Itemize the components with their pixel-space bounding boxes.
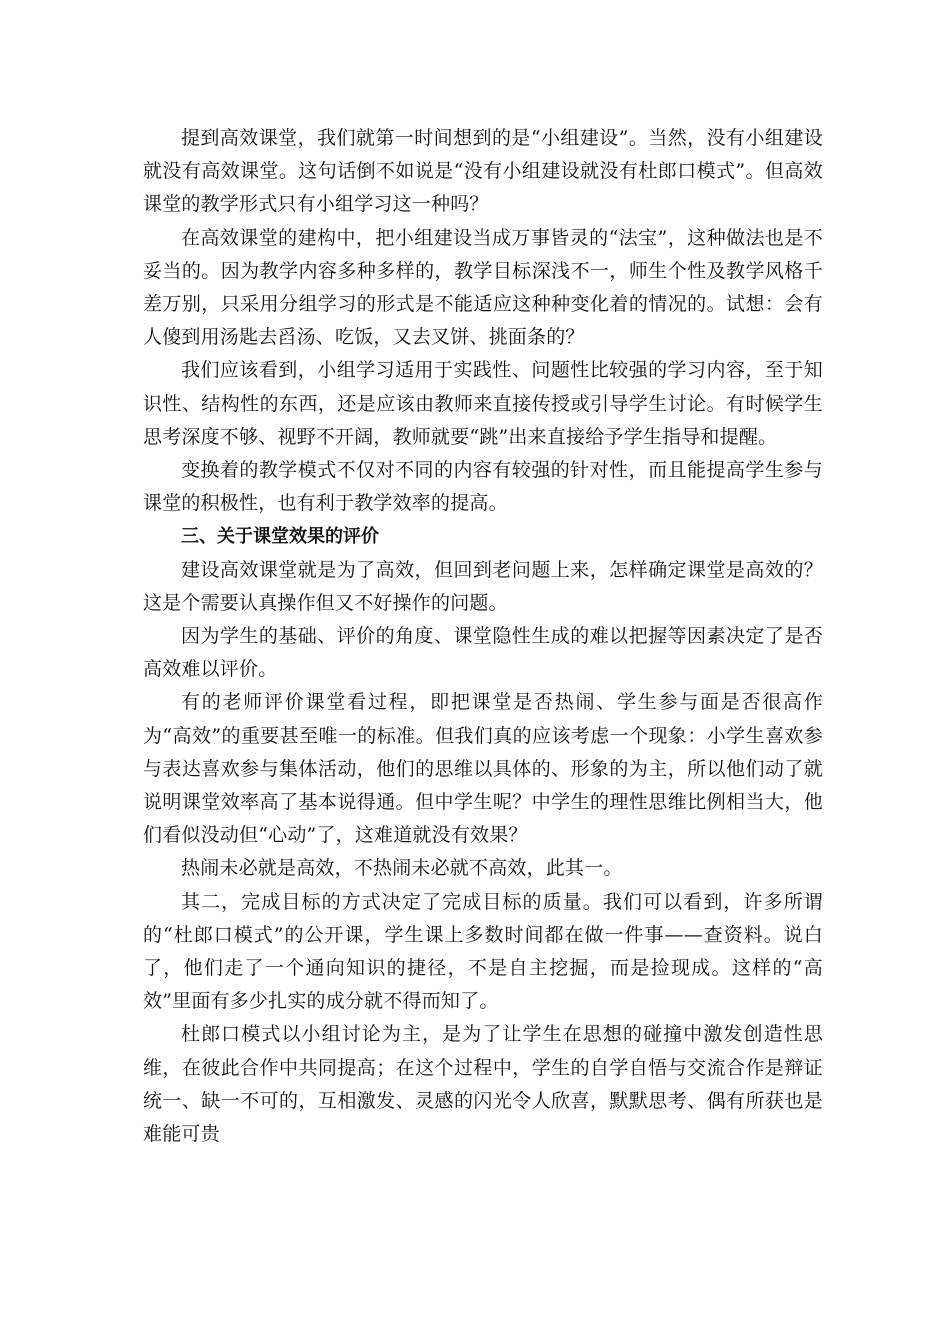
paragraph: 其二，完成目标的方式决定了完成目标的质量。我们可以看到，许多所谓的“杜郎口模式”的公开课，学生课上多数时间都在做一件事——查资料。说白了，他们走了一个通向知识的捷径，不是自主挖掘，而是捡现成。这样的“高效”里面有多少扎实的成分就不得而知了。: [143, 890, 823, 1013]
paragraph: 变换着的教学模式不仅对不同的内容有较强的针对性，而且能提高学生参与课堂的积极性，也有利于教学效率的提高。: [143, 459, 823, 515]
paragraph: 建设高效课堂就是为了高效，但回到老问题上来，怎样确定课堂是高效的？这是个需要认真操作但又不好操作的问题。: [143, 558, 823, 614]
paragraph: 我们应该看到，小组学习适用于实践性、问题性比较强的学习内容，至于知识性、结构性的东西，还是应该由教师来直接传授或引导学生讨论。有时候学生思考深度不够、视野不开阔，教师就要“跳”出来直接给予学生指导和提醒。: [143, 359, 823, 448]
paragraph: 因为学生的基础、评价的角度、课堂隐性生成的难以把握等因素决定了是否高效难以评价。: [143, 625, 823, 681]
paragraph: 提到高效课堂，我们就第一时间想到的是“小组建设”。当然，没有小组建设就没有高效课堂。这句话倒不如说是“没有小组建设就没有杜郎口模式”。但高效课堂的教学形式只有小组学习这一种吗？: [143, 127, 823, 216]
section-heading: 三、关于课堂效果的评价: [181, 526, 379, 548]
document-page: [143, 122, 823, 1151]
paragraph: 热闹未必就是高效，不热闹未必就不高效，此其一。: [181, 857, 623, 880]
paragraph: 有的老师评价课堂看过程，即把课堂是否热闹、学生参与面是否很高作为“高效”的重要甚至唯一的标准。但我们真的应该考虑一个现象：小学生喜欢参与表达喜欢参与集体活动，他们的思维以具体的、形象的为主，所以他们动了就说明课堂效率高了基本说得通。但中学生呢？中学生的理性思维比例相当大，他们看似没动但“心动”了，这难道就没有效果？: [143, 691, 823, 847]
paragraph: 杜郎口模式以小组讨论为主，是为了让学生在思想的碰撞中激发创造性思维，在彼此合作中共同提高；在这个过程中，学生的自学自悟与交流合作是辩证统一、缺一不可的，互相激发、灵感的闪光令人欣喜，默默思考、偶有所获也是难能可贵: [143, 1023, 823, 1146]
paragraph: 在高效课堂的建构中，把小组建设当成万事皆灵的“法宝”，这种做法也是不妥当的。因为教学内容多种多样的，教学目标深浅不一，师生个性及教学风格千差万别，只采用分组学习的形式是不能适应这种种变化着的情况的。试想：会有人傻到用汤匙去舀汤、吃饭，又去叉饼、挑面条的？: [143, 226, 823, 349]
